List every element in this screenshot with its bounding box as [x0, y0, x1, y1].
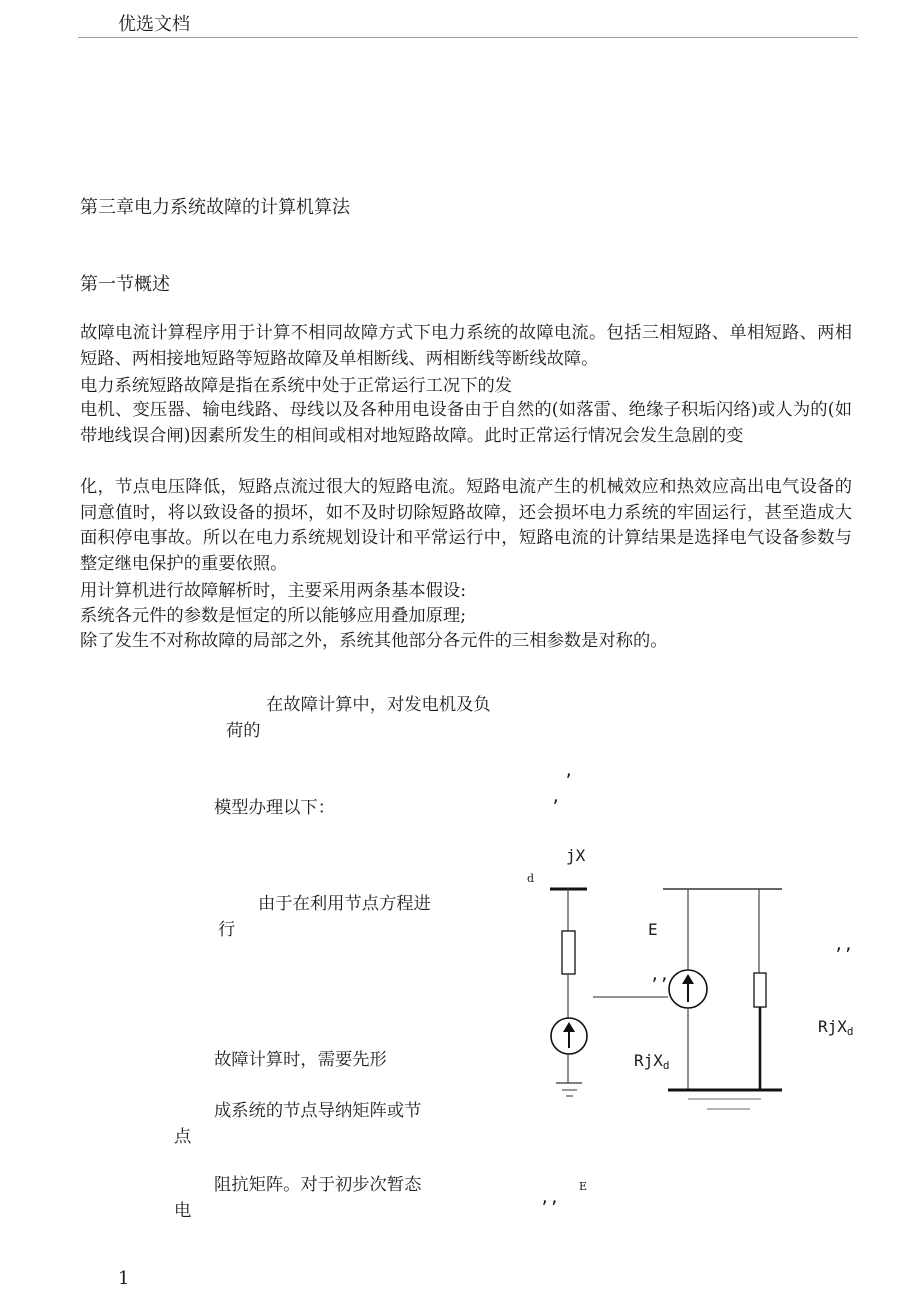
fragment-5b: 点	[174, 1127, 192, 1147]
paragraph-2: 电力系统短路故障是指在系统中处于正常运行工况下的发	[80, 376, 513, 396]
fragment-6a: 阻抗矩阵。对于初步次暂态	[214, 1175, 422, 1195]
figure-label-double-prime-mid: ,,	[650, 965, 670, 984]
fragment-2: 模型办理以下：	[214, 798, 335, 818]
paragraph-1: 故障电流计算程序用于计算不相同故障方式下电力系统的故障电流。包括三相短路、单相短路、两相短路、两相接地短路等短路故障及单相断线、两相断线等断线故障。	[80, 323, 852, 369]
page-header-label: 优选文档	[118, 14, 190, 35]
fragment-4: 故障计算时，需要先形	[214, 1050, 387, 1070]
chapter-title: 第三章电力系统故障的计算机算法	[80, 197, 350, 218]
paragraph-7: 除了发生不对称故障的局部之外，系统其他部分各元件的三相参数是对称的。	[80, 631, 668, 651]
figure-label-double-prime-bottom: ,,	[540, 1188, 560, 1207]
figure-label-rjxd-mid: RjX$_d$	[634, 1051, 670, 1072]
right-resistor	[754, 973, 766, 1007]
figure-label-d: d	[527, 872, 535, 885]
paragraph-3: 电机、变压器、输电线路、母线以及各种用电设备由于自然的(如落雷、绝缘子积垢闪络)或人为的(如带地线误合闸)因素所发生的相间或相对地短路故障。此时正常运行情况会发生急剧的变	[80, 400, 852, 446]
paragraph-5: 用计算机进行故障解析时，主要采用两条基本假设:	[80, 581, 467, 601]
left-resistor	[562, 931, 575, 974]
fragment-1a: 在故障计算中，对发电机及负	[266, 695, 491, 715]
figure-tick-1: ,	[564, 761, 574, 780]
figure-label-rjxd-right: RjX$_d$	[818, 1017, 854, 1038]
page-number: 1	[118, 1268, 130, 1289]
figure-label-e-small: E	[579, 1180, 588, 1193]
section-title: 第一节概述	[80, 274, 170, 295]
figure-label-jx: jX	[566, 846, 586, 865]
figure-label-double-prime-right: ,,	[834, 935, 854, 954]
fragment-1b: 荷的	[226, 721, 261, 741]
fragment-5a: 成系统的节点导纳矩阵或节	[214, 1101, 422, 1121]
fragment-6b: 电	[174, 1201, 192, 1221]
paragraph-6: 系统各元件的参数是恒定的所以能够应用叠加原理;	[80, 606, 467, 626]
fragment-3b: 行	[218, 920, 236, 940]
figure-tick-2: ,	[551, 787, 561, 806]
figure-label-e: E	[648, 920, 658, 939]
paragraph-4: 化，节点电压降低，短路点流过很大的短路电流。短路电流产生的机械效应和热效应高出电气设备的同意值时，将以致设备的损坏，如不及时切除短路故障，还会损坏电力系统的牢固运行，甚至造成大面积停电事故。所以在电力系统规划设计和平常运行中，短路电流的计算结果是选择电气设备参数与整定继电保护的重要依照。	[80, 477, 852, 574]
fragment-3a: 由于在利用节点方程进	[258, 894, 431, 914]
